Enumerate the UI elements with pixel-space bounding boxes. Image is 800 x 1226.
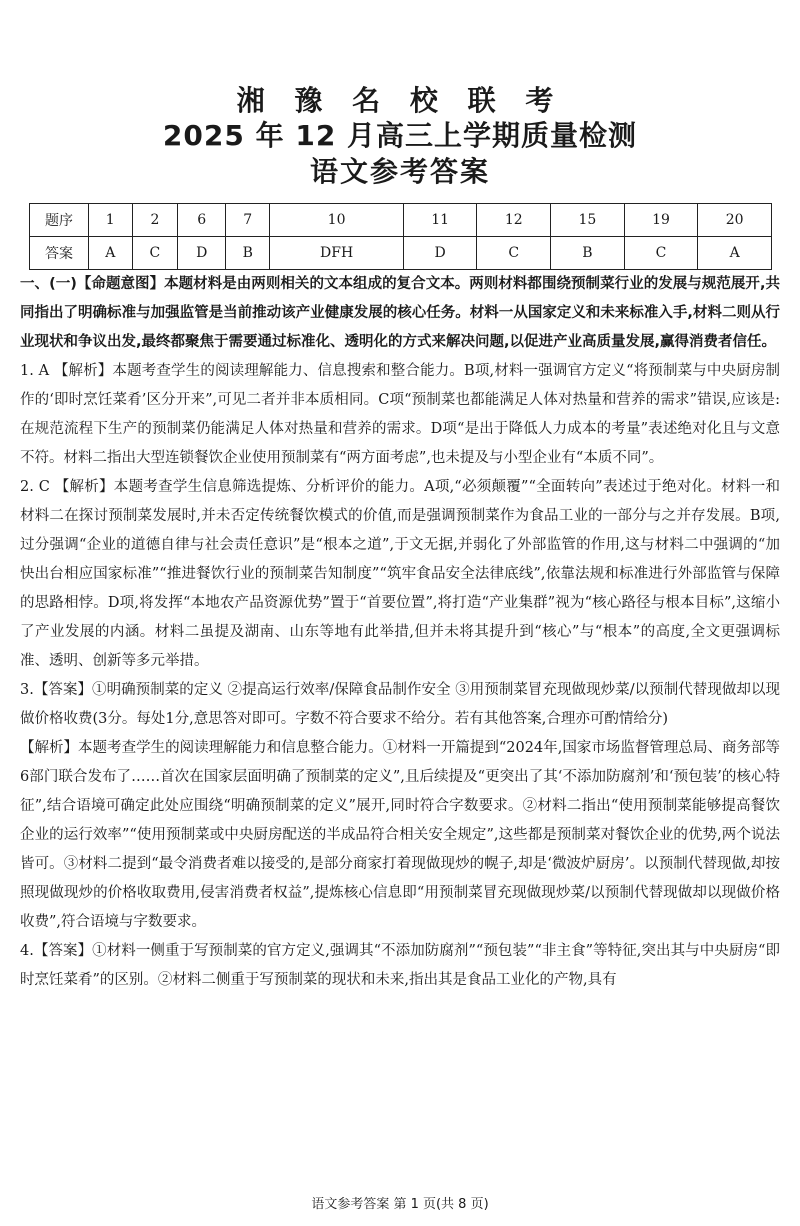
title-block [0,84,800,190]
question-number-cell: 12 [477,204,551,237]
answer-label: 答案 [30,237,89,270]
page-footer: 语文参考答案 第 1 页(共 8 页) [311,1197,489,1212]
exam-alliance-title: 湘 豫 名 校 联 考 [236,84,564,117]
answer-cell: C [477,237,551,270]
question-4-answer: 4.【答案】①材料一侧重于写预制菜的官方定义,强调其“不添加防腐剂”“预包装”“非主食”等特征,突出其与中央厨房“即时烹饪菜肴”的区别。②材料二侧重于写预制菜的现状和未来,指出其是食品工业化的产物,具有 [20,943,780,988]
answer-row [30,237,772,270]
answer-key-title: 语文参考答案 [309,155,490,188]
section-intro: 一、(一)【命题意图】本题材料是由两则相关的文本组成的复合文本。两则材料都围绕预制菜行业的发展与规范展开,共同指出了明确标准与加强监管是当前推动该产业健康发展的核心任务。材料一从国家定义和未来标准入手,材料二则从行业现状和争议出发,最终都聚焦于需要通过标准化、透明化的方式来解决问题,以促进产业高质量发展,赢得消费者信任。 [20,276,780,350]
answer-table [29,203,772,270]
question-number-cell: 2 [132,204,178,237]
question-number-cell: 19 [624,204,698,237]
question-number-label: 题序 [30,204,89,237]
question-3-analysis: 【解析】本题考查学生的阅读理解能力和信息整合能力。①材料一开篇提到“2024年,国家市场监督管理总局、商务部等6部门联合发布了……首次在国家层面明确了预制菜的定义”,且后续提及“更突出了其‘不添加防腐剂’和‘预包装’的核心特征”,结合语境可确定此处应围绕“明确预制菜的定义”展开,同时符合字数要求。②材料二指出“使用预制菜能够提高餐饮企业的运行效率”“使用预制菜或中央厨房配送的半成品符合相关安全规定”,这些都是预制菜对餐饮企业的优势,两个说法皆可。③材料二提到“最令消费者难以接受的,是部分商家打着现做现炒的幌子,却是‘微波炉厨房’。以预制代替现做,却按照现做现炒的价格收取费用,侵害消费者权益”,提炼核心信息即“用预制菜冒充现做现炒菜/以预制代替现做却以现做价格收费”,符合语境与字数要求。 [20,740,780,930]
answer-cell: A [89,237,133,270]
question-3-answer: 3.【答案】①明确预制菜的定义 ②提高运行效率/保障食品制作安全 ③用预制菜冒充现做现炒菜/以预制代替现做却以现做价格收费(3分。每处1分,意思答对即可。字数不符合要求不给分。若有其他答案,合理亦可酌情给分) [20,682,780,727]
answer-cell: B [226,237,270,270]
question-number-cell: 6 [178,204,226,237]
exam-session-title: 2025 年 12 月高三上学期质量检测 [162,119,638,152]
answer-cell: DFH [270,237,404,270]
answer-cell: C [624,237,698,270]
question-2-explanation: 2. C 【解析】本题考查学生信息筛选提炼、分析评价的能力。A项,“必须颠覆”“全面转向”表述过于绝对化。材料一和材料二在探讨预制菜发展时,并未否定传统餐饮模式的价值,而是强调预制菜作为食品工业的一部分与之并存发展。B项,过分强调“企业的道德自律与社会责任意识”是“根本之道”,于文无据,并弱化了外部监管的作用,这与材料二中强调的“加快出台相应国家标准”“推进餐饮行业的预制菜告知制度”“筑牢食品安全法律底线”,依靠法规和标准进行外部监管与保障的思路相悖。D项,将发挥“本地农产品资源优势”置于“首要位置”,将打造“产业集群”视为“核心路径与根本目标”,这缩小了产业发展的内涵。材料二虽提及湖南、山东等地有此举措,但并未将其提升到“核心”与“根本”的高度,全文更强调标准、透明、创新等多元举措。 [20,479,780,669]
question-1-explanation: 1. A 【解析】本题考查学生的阅读理解能力、信息搜索和整合能力。B项,材料一强调官方定义“将预制菜与中央厨房制作的‘即时烹饪菜肴’区分开来”,可见二者并非本质相同。C项“预制菜也都能满足人体对热量和营养的需求”错误,应该是:在规范流程下生产的预制菜仍能满足人体对热量和营养的需求。D项“是出于降低人力成本的考量”表述绝对化且与文意不符。材料二指出大型连锁餐饮企业使用预制菜有“两方面考虑”,也未提及与小型企业有“本质不同”。 [20,363,780,466]
question-number-cell: 10 [270,204,404,237]
question-number-cell: 1 [89,204,133,237]
answer-cell: A [698,237,772,270]
question-number-cell: 20 [698,204,772,237]
answer-cell: D [178,237,226,270]
question-number-cell: 11 [403,204,477,237]
answer-cell: B [551,237,625,270]
question-number-row [30,204,772,237]
answer-cell: C [132,237,178,270]
answer-content [20,270,780,995]
question-number-cell: 7 [226,204,270,237]
question-number-cell: 15 [551,204,625,237]
answer-cell: D [403,237,477,270]
